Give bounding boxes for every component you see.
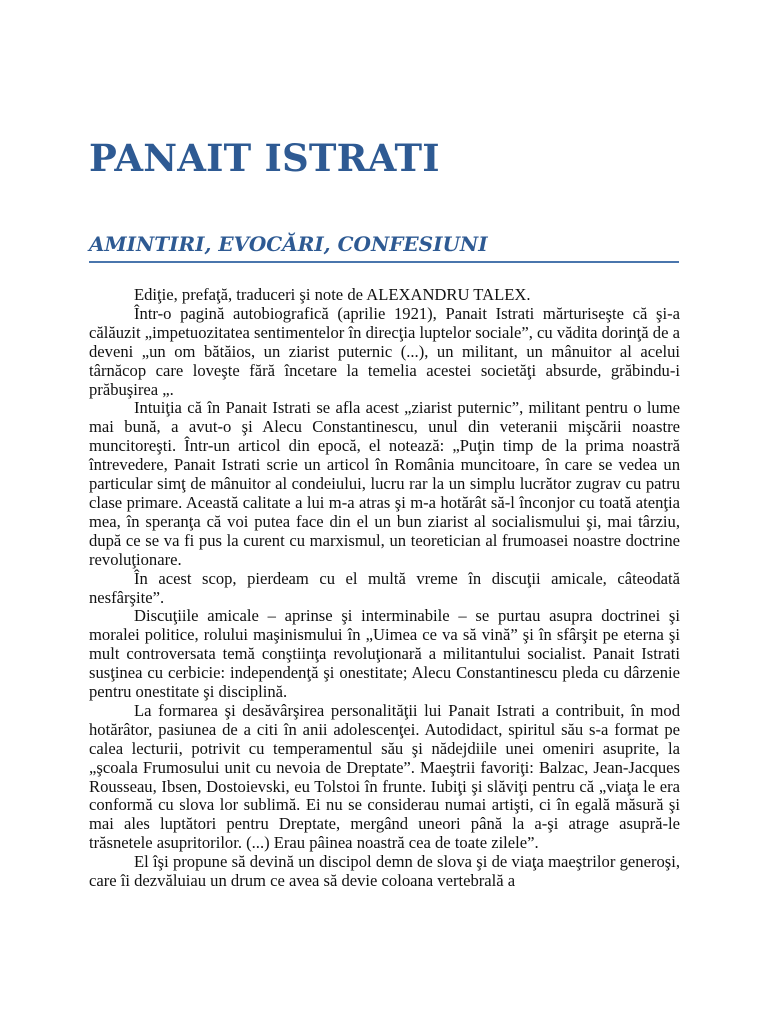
paragraph: Intuiţia că în Panait Istrati se afla acest „ziarist puternic”, militant pentru o lume mai bună, a avut-o şi Alecu Constantinescu, unul din veteranii mişcării noastre muncitoreşti. Într-un articol din epocă, el notează: „Puţin timp de la prima noastră întrevedere, Panait Istrati scrie un articol în România muncitoare, în care se vedea un particular simţ de mânuitor al condeiului, lucru rar la un simplu lucrător zugrav cu patru clase primare. Această calitate a lui m-a atras şi m-a hotărât să-l înconjor cu toată atenţia mea, în speranţa că voi putea face din el un bun ziarist al socialismului şi, mai târziu, după ce se va fi pus la curent cu marxismul, un teoretician al frumoasei noastre doctrine revoluţionare. [89, 398, 680, 569]
paragraph-edition-note: Ediţie, prefaţă, traduceri şi note de ALEXANDRU TALEX. [134, 285, 531, 304]
page-subtitle: AMINTIRI, EVOCĂRI, CONFESIUNI [89, 232, 488, 256]
paragraph: În acest scop, pierdeam cu el multă vreme în discuţii amicale, câteodată nesfârşite”. [89, 568, 680, 607]
page-title: PANAIT ISTRATI [89, 136, 440, 180]
subtitle-underline [89, 261, 679, 263]
body-text [89, 286, 680, 891]
paragraph: Discuţiile amicale – aprinse şi interminabile – se purtau asupra doctrinei şi moralei politice, rolului maşinismului în „Uimea ce va să vină” şi în sfârşit pe eterna şi mult controversata temă conştiinţa revoluţionară a militantului socialist. Panait Istrati susţinea cu cerbicie: independenţă şi onestitate; Alecu Constantinescu pleda cu dârzenie pentru onestitate şi disciplină. [89, 606, 680, 702]
paragraph: El îşi propune să devină un discipol demn de slova şi de viaţa maeştrilor generoşi, care îi dezvăluiau un drum ce avea să devie coloana vertebrală a [89, 852, 680, 891]
document-page [89, 0, 680, 1024]
paragraph: Într-o pagină autobiografică (aprilie 1921), Panait Istrati mărturiseşte că şi-a călăuzit „impetuozitatea sentimentelor în direcţia luptelor sociale”, cu vădita dorinţă de a deveni „un om bătăios, un ziarist puternic (...), un militant, un mânuitor al acelui târnăcop care loveşte fără încetare la temelia acestei societăţi absurde, grăbindu-i prăbuşirea „. [89, 303, 680, 399]
paragraph: La formarea şi desăvârşirea personalităţii lui Panait Istrati a contribuit, în mod hotărâtor, pasiunea de a citi în anii adolescenţei. Autodidact, spiritul său s-a format pe calea lecturii, potrivit cu temperamentul său şi nădejdiile unei omeniri asuprite, la „şcoala Frumosului unit cu nevoia de Dreptate”. Maeştrii favoriţi: Balzac, Jean-Jacques Rousseau, Ibsen, Dostoievski, eu Tolstoi în frunte. Iubiţi şi slăviţi pentru că „viaţa le era conformă cu slova lor sublimă. Ei nu se considerau numai artişti, ci în egală măsură şi mai ales luptători pentru Dreptate, mergând uneori până la a-şi atrage asupră-le trăsnetele asupritorilor. (...) Erau pâinea noastră cea de toate zilele”. [89, 700, 680, 853]
